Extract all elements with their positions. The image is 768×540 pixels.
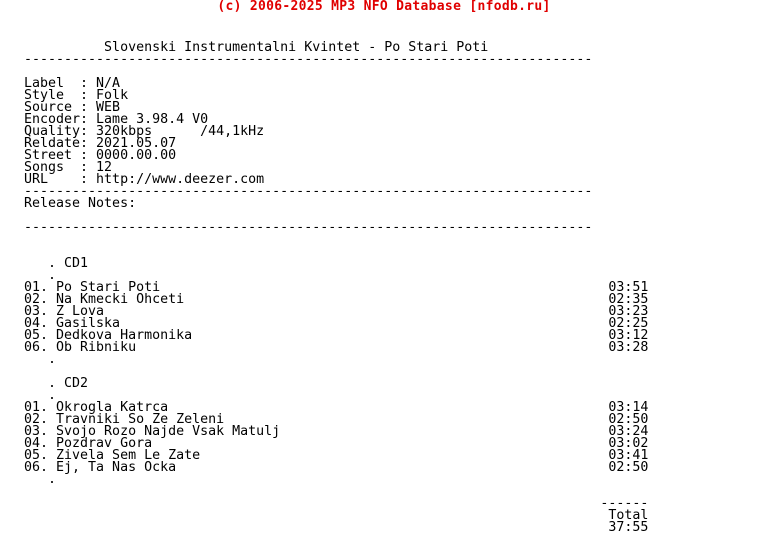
total-label: Total (24, 508, 649, 523)
track-row: 01. Po Stari Poti 03:51 (24, 280, 649, 295)
info-field-label: Label : N/A (24, 76, 121, 91)
divider-rule: ----------------------------------------------------------------------- (24, 52, 593, 67)
track-row: 02. Na Kmecki Ohceti 02:35 (24, 292, 649, 307)
total-rule: ------ (24, 496, 649, 511)
track-row: 06. Ob Ribniku 03:28 (24, 340, 649, 355)
info-field-encoder: Encoder: Lame 3.98.4 V0 (24, 112, 209, 127)
info-field-quality: Quality: 320kbps /44,1kHz (24, 124, 265, 139)
disc-label: . CD1 (24, 256, 89, 271)
blank-line (24, 246, 648, 258)
track-row: 05. Dedkova Harmonika 03:12 (24, 328, 649, 343)
divider-rule: ----------------------------------------------------------------------- (24, 184, 593, 199)
track-row: 03. Z Lova 03:23 (24, 304, 649, 319)
blank-line (24, 366, 648, 378)
disc-label: . CD2 (24, 376, 89, 391)
disc-dot: . (24, 388, 57, 403)
blank-line (24, 234, 648, 246)
track-row: 04. Pozdrav Gora 03:02 (24, 436, 649, 451)
info-field-reldate: Reldate: 2021.05.07 (24, 136, 177, 151)
track-row: 05. Zivela Sem Le Zate 03:41 (24, 448, 649, 463)
release-title: Slovenski Instrumentalni Kvintet - Po Stari Poti (24, 40, 489, 55)
track-row: 04. Gasilska 02:25 (24, 316, 649, 331)
info-field-url: URL : http://www.deezer.com (24, 172, 265, 187)
track-row: 02. Travniki So Ze Zeleni 02:50 (24, 412, 649, 427)
release-notes-label: Release Notes: (24, 196, 137, 211)
info-field-source: Source : WEB (24, 100, 121, 115)
info-field-street: Street : 0000.00.00 (24, 148, 177, 163)
nfo-text (24, 30, 648, 534)
site-header: (c) 2006-2025 MP3 NFO Database [nfodb.ru] (217, 0, 551, 14)
total-time: 37:55 (24, 520, 649, 535)
disc-dot: . (24, 352, 57, 367)
track-row: 01. Okrogla Katrca 03:14 (24, 400, 649, 415)
divider-rule: ----------------------------------------------------------------------- (24, 220, 593, 235)
info-field-songs: Songs : 12 (24, 160, 113, 175)
disc-dot: . (24, 472, 57, 487)
info-field-style: Style : Folk (24, 88, 129, 103)
track-row: 06. Ej, Ta Nas Ocka 02:50 (24, 460, 649, 475)
track-row: 03. Svojo Rozo Najde Vsak Matulj 03:24 (24, 424, 649, 439)
disc-dot: . (24, 268, 57, 283)
